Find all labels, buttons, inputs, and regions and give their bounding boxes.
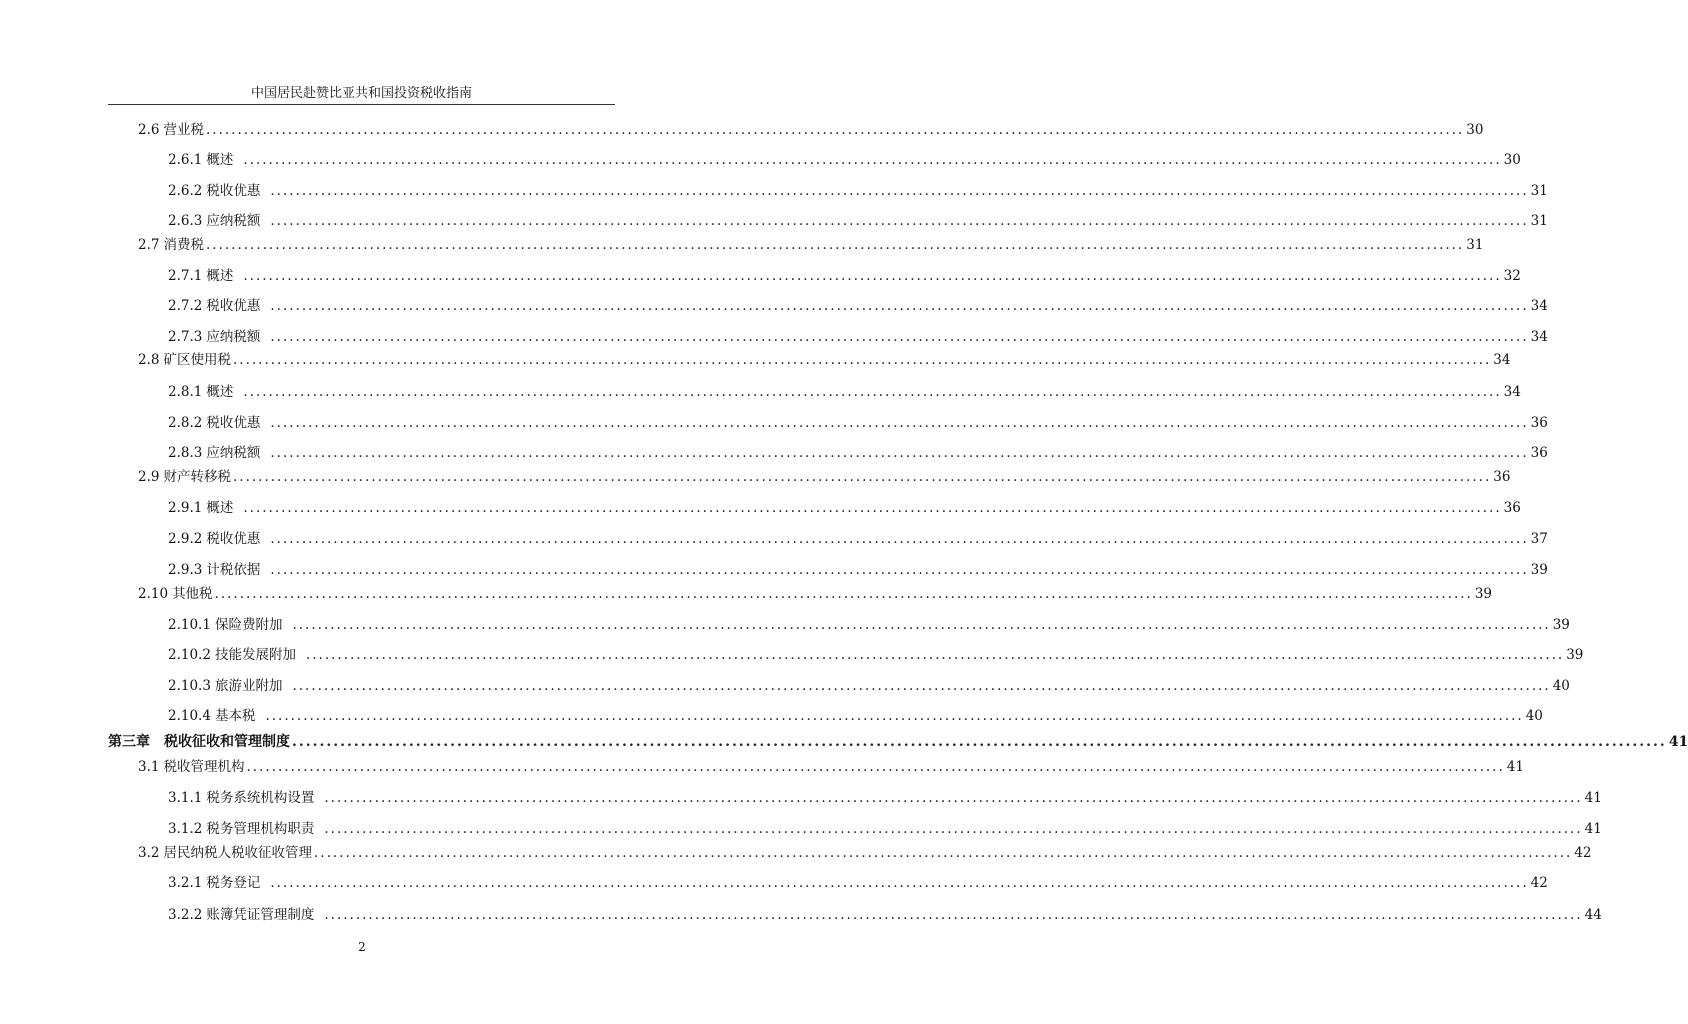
toc-subsection-entry[interactable] [168, 645, 1584, 665]
toc-entry-page: 39 [1552, 617, 1570, 633]
toc-entry-title: 账簿凭证管理制度 [206, 907, 315, 923]
toc-entry-page: 41 [1584, 821, 1602, 837]
toc-entry-title: 计税依据 [206, 562, 261, 578]
toc-entry-number: 2.8.1 [168, 384, 203, 400]
toc-entry-number: 2.7.2 [168, 298, 203, 314]
toc-entry-number: 第三章 [108, 734, 150, 750]
toc-entry-label [168, 560, 260, 580]
dot-leader: ........................................................................................................................................................................................................ [305, 647, 1565, 663]
toc-entry-label [168, 181, 260, 201]
toc-entry-page: 30 [1466, 122, 1484, 138]
toc-entry-number: 2.7.3 [168, 329, 203, 345]
dot-leader: ........................................................................................................................................................................................................ [324, 790, 1583, 806]
toc-entry-label [168, 211, 260, 231]
toc-entry-number: 3.1.2 [168, 821, 203, 837]
toc-entry-label [168, 498, 233, 518]
toc-entry-title: 税收征收和管理制度 [164, 734, 290, 750]
toc-entry-number: 2.6.2 [168, 183, 203, 199]
toc-entry-number: 2.10.4 [168, 708, 211, 724]
toc-entry-title: 保险费附加 [214, 617, 283, 633]
toc-entry-number: 3.2.2 [168, 907, 203, 923]
toc-entry-number: 2.9 [138, 469, 160, 485]
toc-entry-page: 40 [1552, 678, 1570, 694]
toc-entry-title: 应纳税额 [206, 213, 261, 229]
toc-subsection-entry[interactable] [168, 819, 1602, 839]
toc-subsection-entry[interactable] [168, 498, 1521, 518]
toc-entry-number: 2.10.2 [168, 647, 211, 663]
toc-entry-label [168, 873, 260, 893]
toc-entry-label [108, 732, 290, 752]
toc-entry-title: 矿区使用税 [163, 352, 231, 368]
toc-entry-page: 41 [1506, 759, 1524, 775]
toc-entry-page: 31 [1466, 237, 1484, 253]
toc-entry-title: 技能发展附加 [214, 647, 296, 663]
toc-entry-title: 应纳税额 [206, 329, 261, 345]
dot-leader: ........................................................................................................................................................................................................ [243, 500, 1502, 516]
toc-subsection-entry[interactable] [168, 788, 1602, 808]
toc-entry-label [168, 905, 314, 925]
toc-subsection-entry[interactable] [168, 443, 1548, 463]
toc-entry-title: 概述 [206, 500, 234, 516]
toc-entry-number: 2.9.3 [168, 562, 203, 578]
dot-leader: ........................................................................................................................................................................................................ [270, 213, 1529, 229]
dot-leader: ........................................................................................................................................................................................................ [270, 875, 1529, 891]
toc-subsection-entry[interactable] [168, 615, 1570, 635]
toc-entry-label [168, 327, 260, 347]
toc-entry-number: 2.9.1 [168, 500, 203, 516]
toc-entry-label [168, 706, 255, 726]
dot-leader: ........................................................................................................................................................................................................ [205, 122, 1465, 138]
toc-entry-page: 32 [1503, 268, 1521, 284]
toc-entry-page: 36 [1503, 500, 1521, 516]
toc-entry-label [138, 350, 231, 370]
toc-entry-page: 36 [1530, 445, 1548, 461]
toc-entry-title: 税收优惠 [206, 531, 261, 547]
toc-entry-title: 税收优惠 [206, 183, 261, 199]
toc-entry-title: 概述 [206, 268, 234, 284]
toc-entry-page: 31 [1530, 183, 1548, 199]
dot-leader: ........................................................................................................................................................................................................ [270, 445, 1529, 461]
toc-entry-page: 39 [1566, 647, 1584, 663]
toc-entry-number: 2.10.1 [168, 617, 211, 633]
toc-entry-title: 居民纳税人税收征收管理 [163, 845, 312, 861]
toc-entry-page: 34 [1530, 329, 1548, 345]
toc-subsection-entry[interactable] [168, 413, 1548, 433]
toc-section-entry[interactable] [138, 843, 1592, 863]
toc-subsection-entry[interactable] [168, 296, 1548, 316]
toc-entry-label [168, 819, 314, 839]
toc-entry-page: 42 [1574, 845, 1592, 861]
toc-section-entry[interactable] [138, 120, 1484, 140]
toc-entry-page: 30 [1503, 152, 1521, 168]
toc-entry-title: 基本税 [214, 708, 256, 724]
dot-leader: ........................................................................................................................................................................................................ [292, 678, 1551, 694]
toc-entry-label [138, 757, 244, 777]
toc-entry-title: 其他税 [172, 586, 213, 602]
toc-entry-page: 36 [1530, 415, 1548, 431]
toc-section-entry[interactable] [138, 235, 1484, 255]
toc-entry-number: 2.7.1 [168, 268, 203, 284]
running-header: 中国居民赴赞比亚共和国投资税收指南 [250, 86, 472, 101]
toc-entry-number: 3.2 [138, 845, 160, 861]
toc-entry-title: 营业税 [163, 122, 204, 138]
toc-entry-title: 税收优惠 [206, 415, 261, 431]
toc-entry-label [168, 266, 233, 286]
toc-subsection-entry[interactable] [168, 266, 1521, 286]
toc-entry-label [138, 584, 213, 604]
dot-leader: ........................................................................................................................................................................................................ [232, 352, 1492, 368]
toc-entry-label [168, 382, 233, 402]
toc-entry-page: 34 [1530, 298, 1548, 314]
toc-entry-label [168, 676, 282, 696]
toc-entry-label [138, 843, 312, 863]
toc-section-entry[interactable] [138, 350, 1511, 370]
dot-leader: ........................................................................................................................................................................................................ [324, 907, 1583, 923]
dot-leader: ........................................................................................................................................................................................................ [292, 734, 1667, 750]
toc-entry-title: 旅游业附加 [214, 678, 283, 694]
toc-entry-page: 34 [1493, 352, 1511, 368]
toc-entry-page: 41 [1668, 734, 1688, 750]
toc-entry-number: 2.6.3 [168, 213, 203, 229]
dot-leader: ........................................................................................................................................................................................................ [270, 298, 1529, 314]
toc-entry-number: 3.2.1 [168, 875, 203, 891]
dot-leader: ........................................................................................................................................................................................................ [214, 586, 1473, 602]
toc-entry-label [138, 120, 204, 140]
toc-entry-label [168, 615, 282, 635]
toc-entry-number: 2.8.3 [168, 445, 203, 461]
toc-entry-page: 36 [1493, 469, 1511, 485]
toc-entry-label [168, 413, 260, 433]
toc-entry-page: 31 [1530, 213, 1548, 229]
toc-entry-number: 2.7 [138, 237, 160, 253]
toc-entry-number: 2.6 [138, 122, 160, 138]
dot-leader: ........................................................................................................................................................................................................ [243, 268, 1502, 284]
toc-subsection-entry[interactable] [168, 211, 1548, 231]
toc-entry-title: 税收管理机构 [163, 759, 245, 775]
dot-leader: ........................................................................................................................................................................................................ [205, 237, 1465, 253]
toc-entry-number: 2.9.2 [168, 531, 203, 547]
dot-leader: ........................................................................................................................................................................................................ [292, 617, 1551, 633]
dot-leader: ........................................................................................................................................................................................................ [313, 845, 1573, 861]
toc-subsection-entry[interactable] [168, 560, 1548, 580]
toc-entry-number: 2.6.1 [168, 152, 203, 168]
toc-entry-label [168, 296, 260, 316]
toc-entry-page: 40 [1525, 708, 1543, 724]
toc-entry-label [138, 235, 204, 255]
dot-leader: ........................................................................................................................................................................................................ [270, 531, 1529, 547]
toc-subsection-entry[interactable] [168, 905, 1602, 925]
toc-entry-label [138, 467, 231, 487]
toc-entry-title: 概述 [206, 152, 234, 168]
toc-entry-number: 2.8.2 [168, 415, 203, 431]
toc-subsection-entry[interactable] [168, 181, 1548, 201]
toc-entry-label [168, 788, 314, 808]
dot-leader: ........................................................................................................................................................................................................ [232, 469, 1492, 485]
dot-leader: ........................................................................................................................................................................................................ [324, 821, 1583, 837]
toc-entry-number: 2.10.3 [168, 678, 211, 694]
toc-entry-page: 44 [1584, 907, 1602, 923]
toc-entry-page: 39 [1474, 586, 1493, 602]
toc-entry-title: 应纳税额 [206, 445, 261, 461]
toc-entry-number: 2.10 [138, 586, 169, 602]
dot-leader: ........................................................................................................................................................................................................ [270, 562, 1529, 578]
toc-chapter-entry[interactable] [108, 732, 1688, 752]
toc-subsection-entry[interactable] [168, 150, 1521, 170]
toc-entry-page: 41 [1584, 790, 1602, 806]
toc-entry-title: 税收优惠 [206, 298, 261, 314]
toc-entry-page: 42 [1530, 875, 1548, 891]
toc-entry-label [168, 529, 260, 549]
toc-entry-title: 财产转移税 [163, 469, 231, 485]
toc-entry-label [168, 443, 260, 463]
toc-entry-title: 概述 [206, 384, 234, 400]
toc-entry-number: 2.8 [138, 352, 160, 368]
toc-entry-title: 税务系统机构设置 [206, 790, 315, 806]
toc-entry-number: 3.1 [138, 759, 160, 775]
toc-entry-title: 税务登记 [206, 875, 261, 891]
toc-entry-page: 37 [1530, 531, 1548, 547]
toc-section-entry[interactable] [138, 757, 1524, 777]
toc-subsection-entry[interactable] [168, 327, 1548, 347]
toc-entry-title: 税务管理机构职责 [206, 821, 315, 837]
dot-leader: ........................................................................................................................................................................................................ [270, 415, 1529, 431]
toc-section-entry[interactable] [138, 467, 1511, 487]
toc-entry-number: 3.1.1 [168, 790, 203, 806]
toc-subsection-entry[interactable] [168, 706, 1543, 726]
toc-entry-page: 39 [1530, 562, 1548, 578]
dot-leader: ........................................................................................................................................................................................................ [265, 708, 1524, 724]
dot-leader: ........................................................................................................................................................................................................ [243, 152, 1502, 168]
toc-section-entry[interactable] [138, 584, 1493, 604]
dot-leader: ........................................................................................................................................................................................................ [246, 759, 1505, 775]
toc-subsection-entry[interactable] [168, 873, 1548, 893]
dot-leader: ........................................................................................................................................................................................................ [270, 183, 1529, 199]
toc-subsection-entry[interactable] [168, 676, 1570, 696]
toc-subsection-entry[interactable] [168, 382, 1521, 402]
toc-entry-page: 34 [1503, 384, 1521, 400]
dot-leader: ........................................................................................................................................................................................................ [270, 329, 1529, 345]
page-number: 2 [358, 940, 366, 954]
dot-leader: ........................................................................................................................................................................................................ [243, 384, 1502, 400]
toc-entry-title: 消费税 [163, 237, 204, 253]
toc-subsection-entry[interactable] [168, 529, 1548, 549]
toc-entry-label [168, 150, 233, 170]
toc-entry-label [168, 645, 296, 665]
